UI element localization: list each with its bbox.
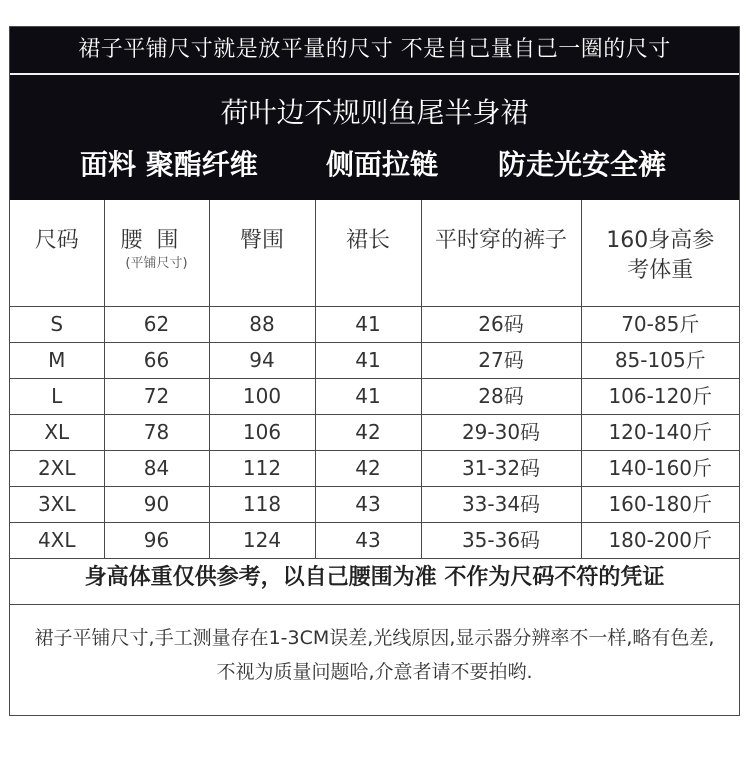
cell-pants-size: 31-32码: [421, 450, 581, 486]
header-banner: [10, 27, 739, 200]
size-chart-frame: [9, 26, 740, 716]
cell-hip: 94: [209, 342, 315, 378]
cell-waist: 62: [104, 306, 209, 342]
table-row: [10, 306, 739, 342]
cell-pants-size: 35-36码: [421, 522, 581, 558]
cell-size: M: [10, 342, 104, 378]
cell-length: 41: [315, 306, 421, 342]
header-waist: 腰围 (平铺尺寸): [104, 200, 209, 306]
cell-weight: 140-160斤: [581, 450, 739, 486]
cell-waist: 96: [104, 522, 209, 558]
table-row: [10, 450, 739, 486]
cell-waist: 90: [104, 486, 209, 522]
cell-pants-size: 33-34码: [421, 486, 581, 522]
cell-length: 42: [315, 450, 421, 486]
table-row: [10, 378, 739, 414]
measurement-note: 裙子平铺尺寸就是放平量的尺寸 不是自己量自己一圈的尺寸: [78, 37, 671, 62]
cell-waist: 78: [104, 414, 209, 450]
cell-length: 42: [315, 414, 421, 450]
cell-weight: 70-85斤: [581, 306, 739, 342]
cell-hip: 118: [209, 486, 315, 522]
cell-weight: 120-140斤: [581, 414, 739, 450]
cell-pants-size: 28码: [421, 378, 581, 414]
cell-size: 2XL: [10, 450, 104, 486]
measurement-footnote: 裙子平铺尺寸,手工测量存在1-3CM误差,光线原因,显示器分辨率不一样,略有色差,不视为质量问题哈,介意者请不要拍哟.: [34, 627, 715, 683]
cell-length: 41: [315, 378, 421, 414]
cell-length: 43: [315, 486, 421, 522]
cell-hip: 112: [209, 450, 315, 486]
cell-waist: 66: [104, 342, 209, 378]
cell-hip: 88: [209, 306, 315, 342]
cell-weight: 106-120斤: [581, 378, 739, 414]
cell-length: 43: [315, 522, 421, 558]
cell-weight: 180-200斤: [581, 522, 739, 558]
size-table: [10, 200, 739, 559]
cell-size: XL: [10, 414, 104, 450]
cell-size: L: [10, 378, 104, 414]
cell-weight: 160-180斤: [581, 486, 739, 522]
cell-size: S: [10, 306, 104, 342]
feature-safety-shorts: 防走光安全裤: [498, 148, 667, 181]
table-header-row: [10, 200, 739, 306]
header-length: 裙长: [315, 200, 421, 306]
feature-fabric: 面料 聚酯纤维: [80, 148, 258, 181]
cell-pants-size: 29-30码: [421, 414, 581, 450]
cell-waist: 84: [104, 450, 209, 486]
header-pants-size: 平时穿的裤子: [421, 200, 581, 306]
header-hip: 臀围: [209, 200, 315, 306]
table-row: [10, 486, 739, 522]
cell-hip: 100: [209, 378, 315, 414]
cell-weight: 85-105斤: [581, 342, 739, 378]
cell-pants-size: 27码: [421, 342, 581, 378]
banner-divider: [10, 73, 739, 75]
cell-hip: 124: [209, 522, 315, 558]
table-row: [10, 414, 739, 450]
table-row: [10, 342, 739, 378]
cell-waist: 72: [104, 378, 209, 414]
feature-zipper: 侧面拉链: [326, 148, 439, 181]
header-waist-note: (平铺尺寸): [125, 256, 188, 271]
header-size: 尺码: [10, 200, 104, 306]
header-weight: 160身高参考体重: [581, 200, 739, 306]
cell-size: 4XL: [10, 522, 104, 558]
reference-disclaimer: 身高体重仅供参考，以自己腰围为准 不作为尺码不符的凭证: [10, 553, 739, 605]
product-title: 荷叶边不规则鱼尾半身裙: [220, 96, 529, 129]
cell-length: 41: [315, 342, 421, 378]
cell-hip: 106: [209, 414, 315, 450]
cell-pants-size: 26码: [421, 306, 581, 342]
cell-size: 3XL: [10, 486, 104, 522]
